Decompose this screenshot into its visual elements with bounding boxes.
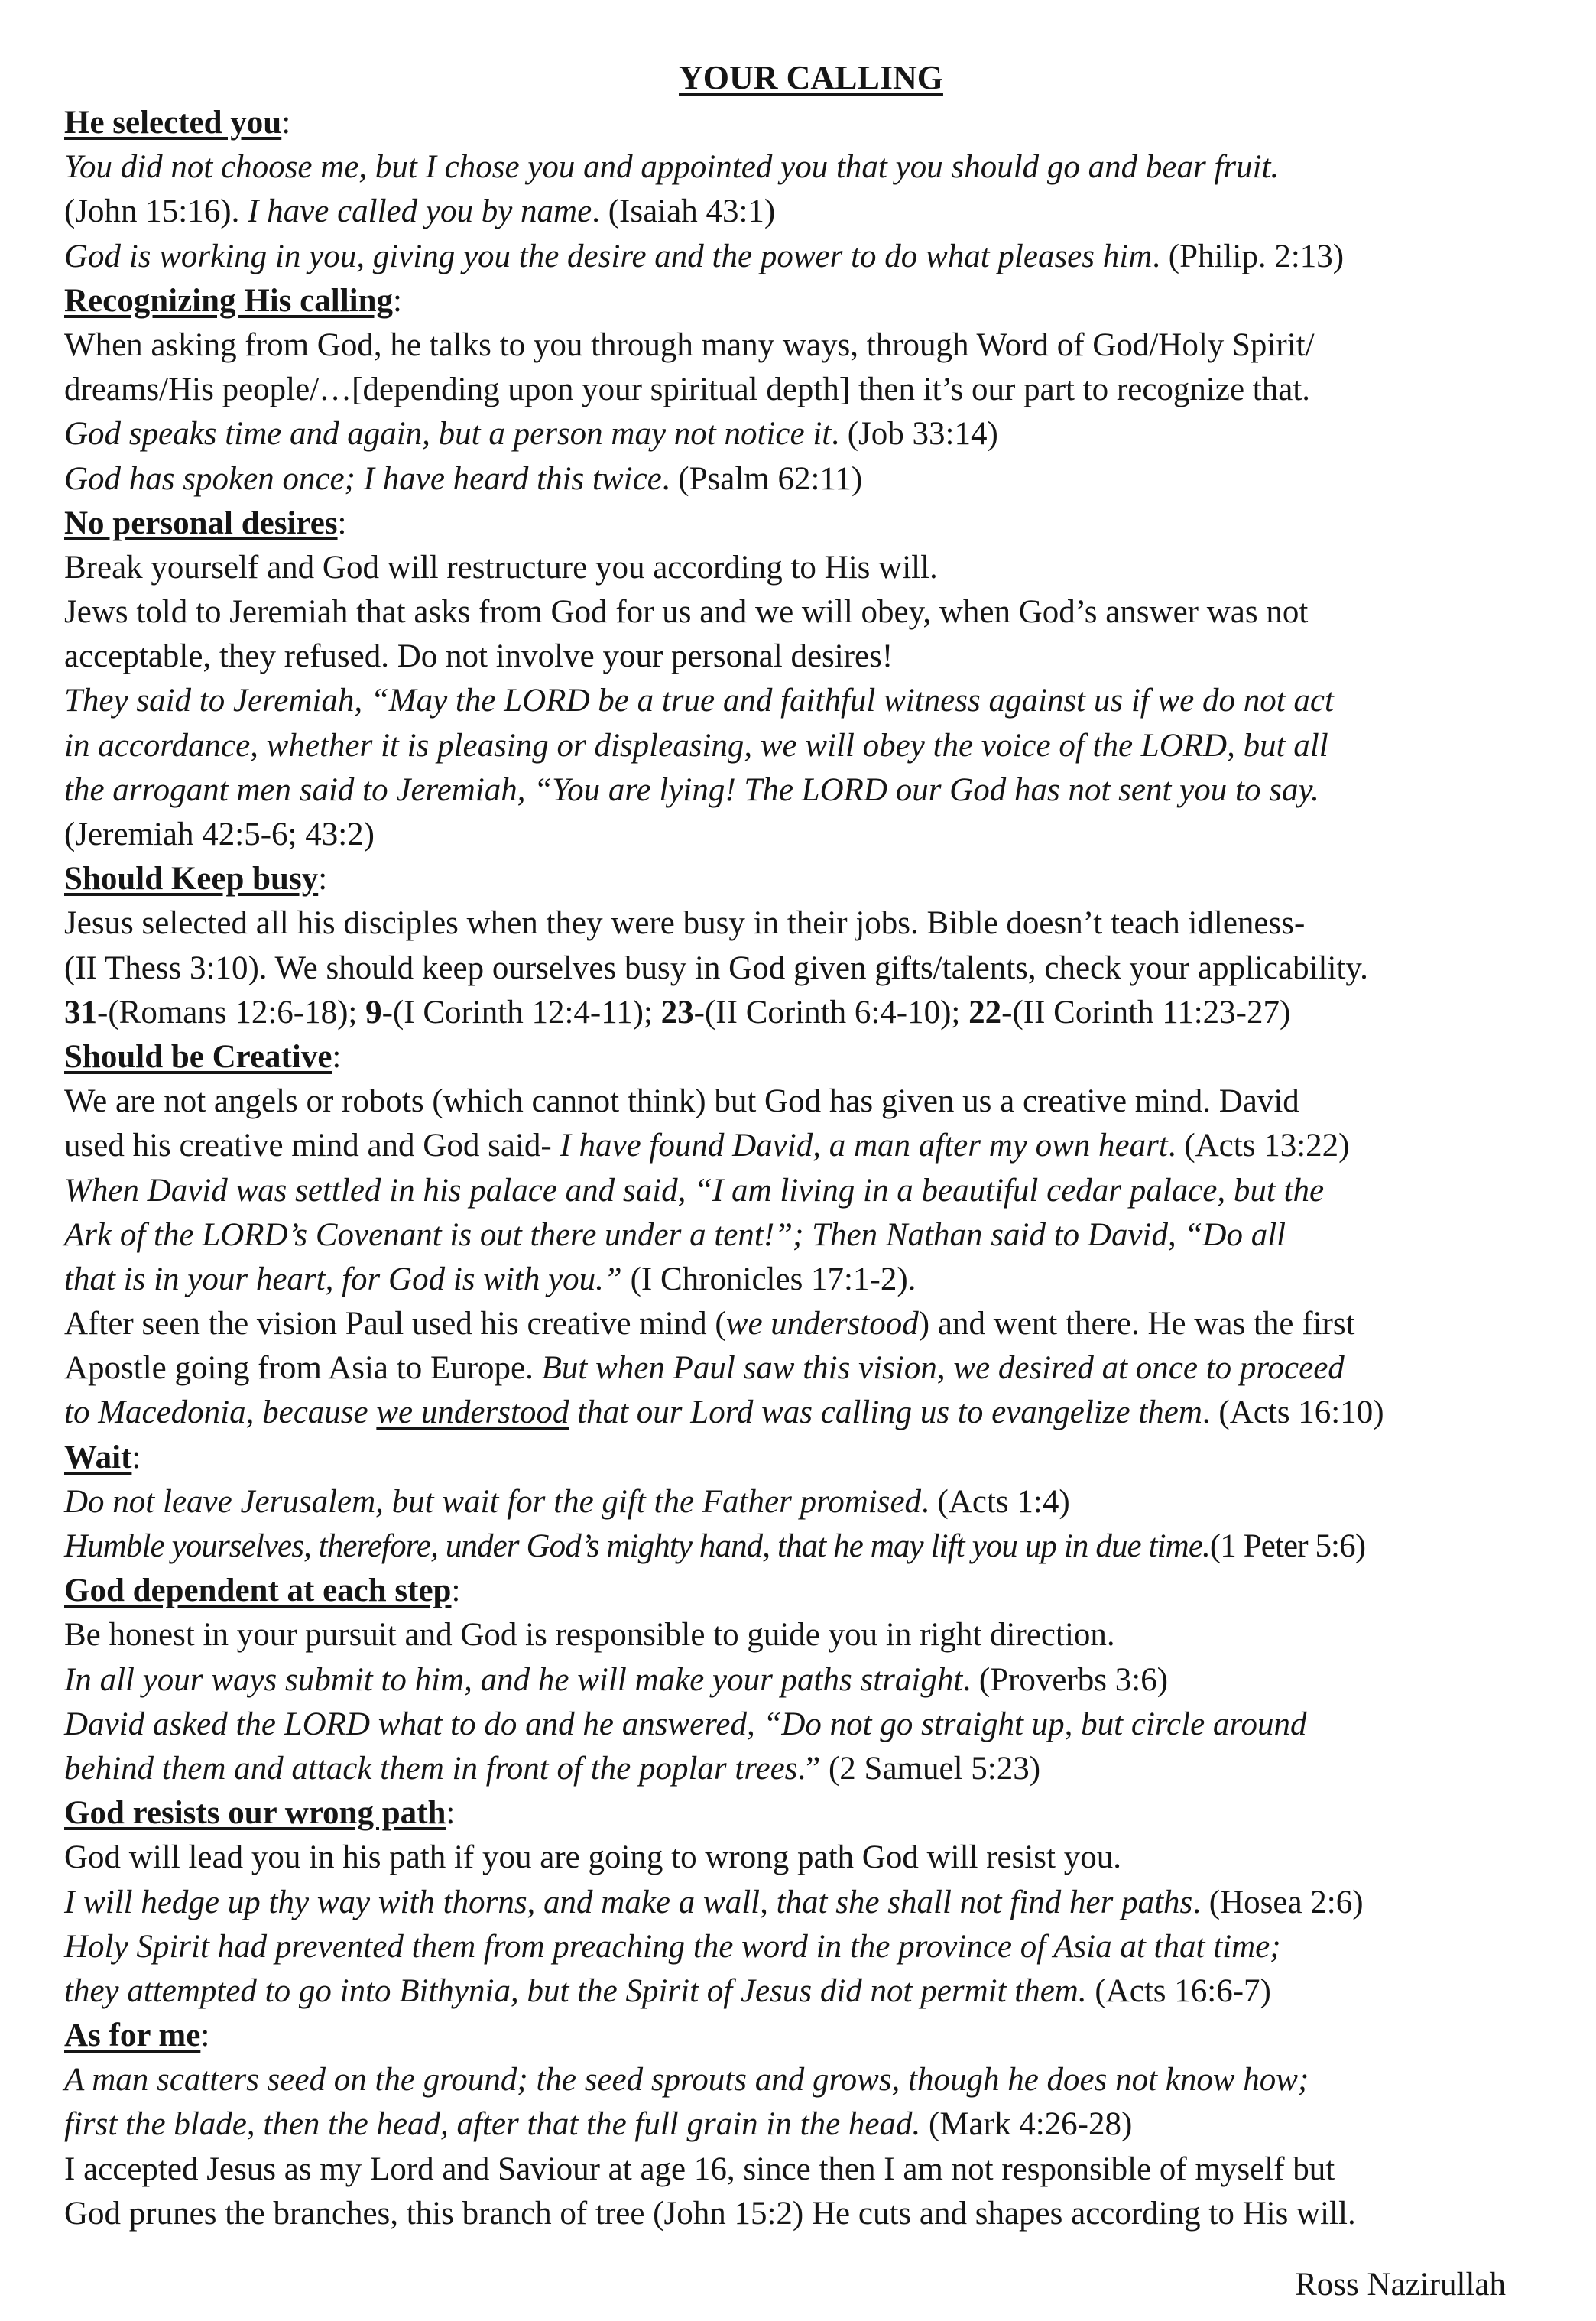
text-segment: We are not angels or robots (which cannot think) but God has given us a creative mind. David [64, 1083, 1299, 1120]
text-segment: used his creative mind and God said- [64, 1128, 560, 1164]
text-segment: .” (2 Samuel 5:23) [797, 1750, 1041, 1787]
text-line [64, 1969, 1558, 2014]
text-line [64, 1836, 1558, 1880]
scripture-quote: Holy Spirit had prevented them from preaching the word in the province of Asia at that time; [64, 1928, 1281, 1965]
text-segment: -(I Corinth 12:4-11); [381, 994, 661, 1031]
section-heading-text: No personal desires [64, 505, 338, 541]
text-line [64, 1079, 1558, 1124]
text-line [64, 813, 1558, 857]
text-segment: God will lead you in his path if you are going to wrong path God will resist you. [64, 1839, 1121, 1876]
text-segment: . (Acts 1:4) [921, 1483, 1070, 1520]
text-segment: . (Philip. 2:13) [1152, 238, 1345, 274]
text-segment: (1 Peter 5:6) [1209, 1528, 1366, 1564]
text-line [64, 768, 1558, 813]
section-heading-text: Wait [64, 1439, 132, 1475]
section-heading: God resists our wrong path: [64, 1795, 456, 1832]
scripture-quote: But when Paul saw this vision, we desired at once to proceed [541, 1350, 1345, 1387]
text-segment: . (Acts 13:22) [1167, 1128, 1350, 1164]
text-line [64, 1524, 1558, 1569]
text-line [64, 546, 1558, 590]
text-segment: I accepted Jesus as my Lord and Saviour at age 16, since then I am not responsible of myself but [64, 2151, 1335, 2187]
scripture-quote: they attempted to go into Bithynia, but the Spirit of Jesus did not permit them. [64, 1972, 1087, 2009]
scripture-quote: When David was settled in his palace and said, “I am living in a beautiful cedar palace, but the [64, 1172, 1325, 1209]
scripture-quote: we understood [376, 1394, 569, 1431]
text-line [64, 1169, 1558, 1213]
text-segment: -(Romans 12:6-18); [97, 994, 366, 1031]
text-segment: -(II Corinth 11:23-27) [1001, 994, 1291, 1031]
text-line [64, 590, 1558, 635]
text-segment: 9 [365, 994, 382, 1031]
text-line [64, 412, 1558, 456]
text-line [64, 679, 1558, 723]
text-line [64, 368, 1558, 412]
author-signature: Ross Nazirullah [1295, 2267, 1506, 2303]
text-segment: God prunes the branches, this branch of tree (John 15:2) He cuts and shapes according to His will. [64, 2195, 1356, 2232]
text-segment: Jews told to Jeremiah that asks from God for us and we will obey, when God’s answer was not [64, 594, 1309, 631]
text-line [64, 1391, 1558, 1435]
text-line [64, 724, 1558, 768]
scripture-quote: You did not choose me, but I chose you and appointed you that you should go and bear fruit. [64, 149, 1280, 186]
text-line [64, 2102, 1558, 2147]
section-heading: Should be Creative: [64, 1038, 342, 1075]
text-segment: Break yourself and God will restructure you according to His will. [64, 549, 938, 586]
text-segment: acceptable, they refused. Do not involve your personal desires! [64, 638, 894, 675]
text-line [64, 1346, 1558, 1391]
section-heading: He selected you: [64, 105, 291, 141]
scripture-quote: A man scatters seed on the ground; the seed sprouts and grows, though he does not know how; [64, 2062, 1309, 2099]
text-segment: Be honest in your pursuit and God is responsible to guide you in right direction. [64, 1617, 1115, 1654]
text-segment: (Jeremiah 42:5-6; 43:2) [64, 816, 375, 852]
text-line [64, 2058, 1558, 2102]
scripture-quote: behind them and attack them in front of the poplar trees [64, 1750, 798, 1787]
scripture-quote: Do not leave Jerusalem, but wait for the gift the Father promised [64, 1483, 922, 1520]
text-segment: . (Isaiah 43:1) [592, 193, 776, 230]
text-line [64, 991, 1558, 1035]
text-line [64, 1213, 1558, 1258]
section-heading-text: Recognizing His calling [64, 282, 393, 319]
scripture-quote: God has spoken once; I have heard this twice [64, 460, 662, 497]
section-heading: As for me: [64, 2017, 210, 2054]
text-line [64, 1925, 1558, 1969]
text-segment: . (Job 33:14) [831, 416, 998, 453]
text-segment: . (Acts 16:10) [1202, 1394, 1384, 1431]
text-segment: (John 15:16). [64, 193, 248, 230]
text-line [64, 1258, 1558, 1302]
text-segment: (I Chronicles 17:1-2). [621, 1261, 916, 1297]
text-line [64, 457, 1558, 502]
text-line [64, 190, 1558, 234]
scripture-quote: God is working in you, giving you the desire and the power to do what pleases him [64, 238, 1153, 274]
scripture-quote: first the blade, then the head, after that the full grain in the head. [64, 2106, 921, 2143]
scripture-quote: God speaks time and again, but a person may not notice it [64, 416, 832, 453]
text-segment: 31 [64, 994, 97, 1031]
text-segment: ) and went there. He was the first [918, 1306, 1355, 1342]
text-line [64, 323, 1558, 368]
text-segment: 23 [660, 994, 694, 1031]
text-line [64, 1302, 1558, 1346]
text-line [64, 901, 1558, 946]
text-line [64, 635, 1558, 679]
text-segment: . (Hosea 2:6) [1192, 1884, 1364, 1920]
scripture-quote: I will hedge up thy way with thorns, and make a wall, that she shall not find her paths [64, 1884, 1193, 1920]
text-segment: When asking from God, he talks to you through many ways, through Word of God/Holy Spirit/ [64, 326, 1315, 363]
text-segment: After seen the vision Paul used his creative mind ( [64, 1306, 726, 1342]
text-line [64, 2147, 1558, 2192]
document-title: YOUR CALLING [679, 59, 943, 96]
text-segment: Jesus selected all his disciples when they were busy in their jobs. Bible doesn’t teach idleness- [64, 905, 1306, 942]
text-line [64, 1124, 1558, 1168]
text-segment: -(II Corinth 6:4-10); [693, 994, 969, 1031]
scripture-quote: to Macedonia, because [64, 1394, 377, 1431]
text-segment: . (Proverbs 3:6) [962, 1661, 1169, 1698]
scripture-quote: we understood [725, 1306, 919, 1342]
scripture-quote: Humble yourselves, therefore, under God’s mighty hand, that he may lift you up in due time. [64, 1528, 1210, 1564]
text-segment: (II Thess 3:10). We should keep ourselves busy in God given gifts/talents, check your applicability. [64, 949, 1368, 986]
section-heading-text: As for me [64, 2017, 201, 2054]
text-segment: . (Psalm 62:11) [661, 460, 863, 497]
text-segment: dreams/His people/…[depending upon your spiritual depth] then it’s our part to recognize that. [64, 372, 1311, 408]
text-segment: Apostle going from Asia to Europe. [64, 1350, 542, 1387]
text-line [64, 145, 1558, 190]
text-line [64, 1658, 1558, 1703]
text-line [64, 1747, 1558, 1791]
scripture-quote: in accordance, whether it is pleasing or displeasing, we will obey the voice of the LORD, but all [64, 727, 1328, 764]
scripture-quote: I have called you by name [248, 193, 592, 230]
text-line [64, 2192, 1558, 2236]
text-line [64, 235, 1558, 279]
scripture-quote: that is in your heart, for God is with you.” [64, 1261, 622, 1297]
section-heading-text: Should be Creative [64, 1038, 332, 1075]
section-heading-text: God dependent at each step [64, 1573, 452, 1609]
section-heading: God dependent at each step: [64, 1573, 461, 1609]
section-heading-text: Should Keep busy [64, 861, 319, 898]
document-body [64, 101, 1558, 2236]
text-line [64, 1613, 1558, 1657]
section-heading: Should Keep busy: [64, 861, 328, 898]
section-heading: No personal desires: [64, 505, 347, 541]
section-heading-text: God resists our wrong path [64, 1795, 446, 1832]
section-heading: Wait: [64, 1439, 141, 1475]
section-heading: Recognizing His calling: [64, 282, 402, 319]
scripture-quote: Ark of the LORD’s Covenant is out there under a tent!”; Then Nathan said to David, “Do all [64, 1216, 1286, 1253]
text-segment: 22 [968, 994, 1002, 1031]
scripture-quote: They said to Jeremiah, “May the LORD be a true and faithful witness against us if we do not act [64, 683, 1334, 719]
scripture-quote: David asked the LORD what to do and he answered, “Do not go straight up, but circle around [64, 1706, 1307, 1742]
text-line [64, 1480, 1558, 1524]
scripture-quote: that our Lord was calling us to evangelize them [569, 1394, 1202, 1431]
text-line [64, 946, 1558, 991]
text-line [64, 1881, 1558, 1925]
text-line [64, 1703, 1558, 1747]
text-segment: (Acts 16:6-7) [1086, 1972, 1271, 2009]
text-segment: (Mark 4:26-28) [920, 2106, 1133, 2143]
scripture-quote: In all your ways submit to him, and he will make your paths straight [64, 1661, 963, 1698]
scripture-quote: the arrogant men said to Jeremiah, “You are lying! The LORD our God has not sent you to say. [64, 771, 1319, 808]
section-heading-text: He selected you [64, 105, 282, 141]
scripture-quote: I have found David, a man after my own heart [560, 1128, 1168, 1164]
